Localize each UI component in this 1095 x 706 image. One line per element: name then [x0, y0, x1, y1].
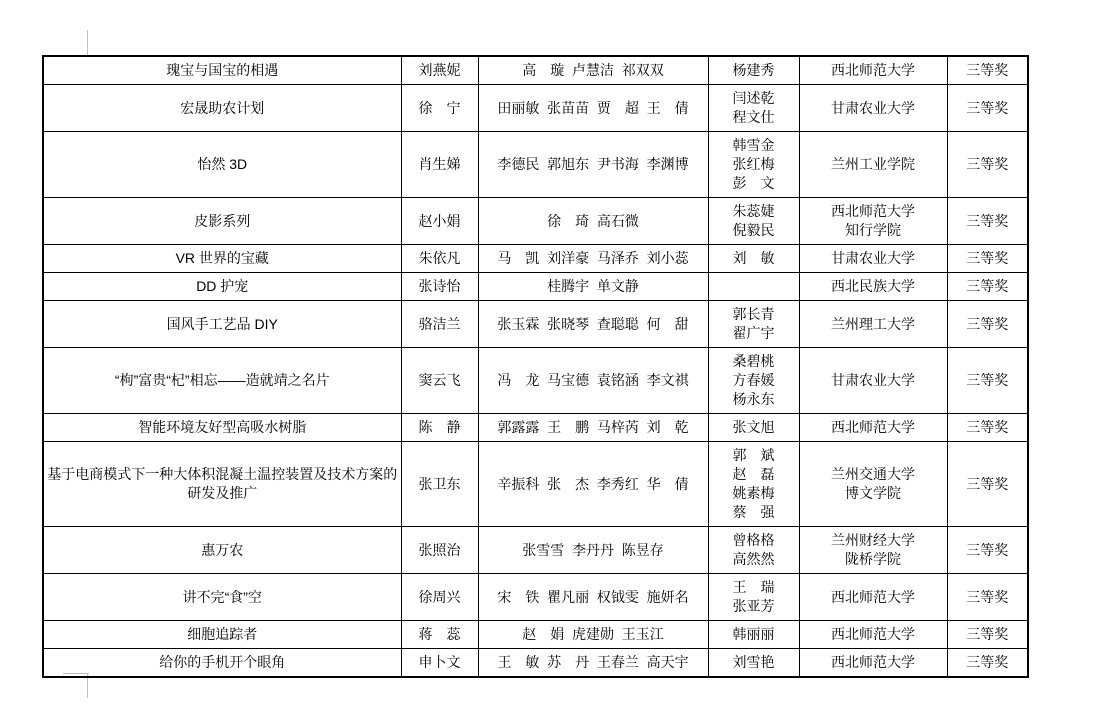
- award-cell: 三等奖: [947, 527, 1028, 574]
- advisor-line: 杨建秀: [732, 62, 775, 78]
- leader-cell: 张卫东: [401, 442, 478, 527]
- members-cell: 王 敏 苏 丹 王春兰 高天宇: [478, 649, 708, 678]
- university-cell: [799, 198, 947, 245]
- leader-cell: 肖生娣: [401, 132, 478, 198]
- project-cell: 宏晟助农计划: [43, 85, 401, 132]
- table-row: [43, 574, 1028, 621]
- table-row: [43, 442, 1028, 527]
- project-cell: “枸”富贵“杞”相忘——造就靖之名片: [43, 348, 401, 414]
- university-cell: [799, 132, 947, 198]
- project-cell: 国风手工艺品 DIY: [43, 301, 401, 348]
- advisor-line: 方春媛: [732, 372, 775, 388]
- university-line: 知行学院: [845, 222, 901, 238]
- project-cell: 怡然 3D: [43, 132, 401, 198]
- university-line: 西北师范大学: [831, 654, 915, 670]
- university-line: 甘肃农业大学: [831, 372, 915, 388]
- advisors-cell: [708, 442, 799, 527]
- members-cell: 赵 娟 虎建勋 王玉江: [478, 621, 708, 649]
- award-cell: 三等奖: [947, 198, 1028, 245]
- advisor-line: 闫述乾: [732, 90, 775, 106]
- award-cell: 三等奖: [947, 245, 1028, 273]
- leader-cell: 徐 宁: [401, 85, 478, 132]
- advisor-line: 杨永东: [732, 391, 775, 407]
- members-cell: 郭露露 王 鹏 马梓芮 刘 乾: [478, 414, 708, 442]
- university-cell: [799, 301, 947, 348]
- university-cell: [799, 574, 947, 621]
- university-cell: [799, 621, 947, 649]
- advisor-line: 曾格格: [732, 532, 775, 548]
- members-cell: 辛振科 张 杰 李秀红 华 倩: [478, 442, 708, 527]
- advisor-line: 彭 文: [732, 175, 775, 191]
- university-cell: [799, 649, 947, 678]
- university-line: 西北师范大学: [831, 626, 915, 642]
- award-cell: 三等奖: [947, 132, 1028, 198]
- advisors-cell: [708, 85, 799, 132]
- university-line: 西北师范大学: [831, 419, 915, 435]
- advisor-line: 韩雪金: [732, 137, 775, 153]
- advisor-line: 桑碧桃: [732, 353, 775, 369]
- members-cell: 张雪雪 李丹丹 陈昱存: [478, 527, 708, 574]
- advisor-line: 张亚芳: [732, 598, 775, 614]
- university-line: 西北师范大学: [831, 203, 915, 219]
- advisor-line: 张文旭: [732, 419, 775, 435]
- advisors-cell: [708, 348, 799, 414]
- advisor-line: 朱蕊婕: [732, 203, 775, 219]
- members-cell: 田丽敏 张苗苗 贾 超 王 倩: [478, 85, 708, 132]
- university-line: 兰州工业学院: [831, 156, 915, 172]
- project-cell: 给你的手机开个眼角: [43, 649, 401, 678]
- leader-cell: 骆洁兰: [401, 301, 478, 348]
- members-cell: 徐 琦 高石微: [478, 198, 708, 245]
- awards-table: [42, 55, 1029, 678]
- project-cell: 基于电商模式下一种大体积混凝土温控装置及技术方案的研发及推广: [43, 442, 401, 527]
- project-cell: 惠万农: [43, 527, 401, 574]
- advisors-cell: [708, 301, 799, 348]
- university-line: 甘肃农业大学: [831, 250, 915, 266]
- awards-table-container: [42, 55, 1027, 678]
- leader-cell: 朱依凡: [401, 245, 478, 273]
- table-row: [43, 621, 1028, 649]
- award-cell: 三等奖: [947, 574, 1028, 621]
- university-cell: [799, 527, 947, 574]
- table-row: [43, 414, 1028, 442]
- leader-cell: 赵小娟: [401, 198, 478, 245]
- project-cell: 智能环境友好型高吸水树脂: [43, 414, 401, 442]
- university-line: 西北师范大学: [831, 62, 915, 78]
- university-line: 陇桥学院: [845, 551, 901, 567]
- advisors-cell: [708, 245, 799, 273]
- table-row: [43, 273, 1028, 301]
- advisors-cell: [708, 414, 799, 442]
- advisor-line: 王 瑞: [732, 579, 775, 595]
- advisor-line: 倪毅民: [732, 222, 775, 238]
- project-cell: DD 护宠: [43, 273, 401, 301]
- leader-cell: 蒋 蕊: [401, 621, 478, 649]
- table-row: [43, 301, 1028, 348]
- award-cell: 三等奖: [947, 273, 1028, 301]
- crop-mark-top-left: [87, 30, 88, 55]
- award-cell: 三等奖: [947, 85, 1028, 132]
- award-cell: 三等奖: [947, 56, 1028, 85]
- awards-table-body: [43, 56, 1028, 677]
- university-line: 西北民族大学: [831, 278, 915, 294]
- university-cell: [799, 348, 947, 414]
- advisor-line: 张红梅: [732, 156, 775, 172]
- award-cell: 三等奖: [947, 348, 1028, 414]
- project-cell: 讲不完“食”空: [43, 574, 401, 621]
- university-cell: [799, 56, 947, 85]
- advisors-cell: [708, 621, 799, 649]
- advisors-cell: [708, 574, 799, 621]
- leader-cell: 刘燕妮: [401, 56, 478, 85]
- table-row: [43, 85, 1028, 132]
- project-cell: 细胞追踪者: [43, 621, 401, 649]
- table-row: [43, 56, 1028, 85]
- advisors-cell: [708, 273, 799, 301]
- award-cell: 三等奖: [947, 649, 1028, 678]
- advisor-line: 姚素梅: [732, 485, 775, 501]
- advisor-line: 高然然: [732, 551, 775, 567]
- university-line: 西北师范大学: [831, 588, 915, 605]
- university-line: 兰州财经大学: [831, 532, 915, 548]
- advisor-line: 刘 敏: [732, 250, 775, 266]
- advisor-line: 郭长青: [732, 306, 775, 322]
- advisors-cell: [708, 198, 799, 245]
- university-line: 兰州交通大学: [831, 466, 915, 482]
- project-cell: 皮影系列: [43, 198, 401, 245]
- project-cell: VR 世界的宝藏: [43, 245, 401, 273]
- members-cell: 马 凯 刘洋豪 马泽乔 刘小蕊: [478, 245, 708, 273]
- advisors-cell: [708, 132, 799, 198]
- members-cell: 高 璇 卢慧洁 祁双双: [478, 56, 708, 85]
- university-cell: [799, 85, 947, 132]
- leader-cell: 陈 静: [401, 414, 478, 442]
- advisor-line: 韩丽丽: [732, 626, 775, 642]
- university-cell: [799, 414, 947, 442]
- leader-cell: 徐周兴: [401, 574, 478, 621]
- university-cell: [799, 245, 947, 273]
- leader-cell: 张照治: [401, 527, 478, 574]
- table-row: [43, 245, 1028, 273]
- advisor-line: 赵 磊: [732, 466, 775, 482]
- members-cell: 桂腾宇 单文静: [478, 273, 708, 301]
- members-cell: 张玉霖 张晓琴 查聪聪 何 甜: [478, 301, 708, 348]
- university-line: 兰州理工大学: [831, 315, 915, 332]
- project-cell: 瑰宝与国宝的相遇: [43, 56, 401, 85]
- university-cell: [799, 442, 947, 527]
- advisor-line: 刘雪艳: [732, 654, 775, 670]
- advisor-line: 郭 斌: [732, 447, 775, 463]
- members-cell: 冯 龙 马宝德 袁铭涵 李文祺: [478, 348, 708, 414]
- advisor-line: 翟广宇: [732, 325, 775, 341]
- university-line: 甘肃农业大学: [831, 99, 915, 116]
- award-cell: 三等奖: [947, 621, 1028, 649]
- table-row: [43, 348, 1028, 414]
- advisors-cell: [708, 56, 799, 85]
- table-row: [43, 198, 1028, 245]
- advisors-cell: [708, 649, 799, 678]
- award-cell: 三等奖: [947, 301, 1028, 348]
- advisor-line: 蔡 强: [732, 504, 775, 520]
- members-cell: 宋 铁 瞿凡丽 权钺雯 施妍名: [478, 574, 708, 621]
- university-cell: [799, 273, 947, 301]
- award-cell: 三等奖: [947, 442, 1028, 527]
- table-row: [43, 527, 1028, 574]
- table-row: [43, 649, 1028, 678]
- advisor-line: 程文仕: [732, 109, 775, 125]
- table-row: [43, 132, 1028, 198]
- leader-cell: 申卜文: [401, 649, 478, 678]
- leader-cell: 张诗怡: [401, 273, 478, 301]
- advisors-cell: [708, 527, 799, 574]
- university-line: 博文学院: [845, 485, 901, 501]
- members-cell: 李德民 郭旭东 尹书海 李渊博: [478, 132, 708, 198]
- award-cell: 三等奖: [947, 414, 1028, 442]
- leader-cell: 窦云飞: [401, 348, 478, 414]
